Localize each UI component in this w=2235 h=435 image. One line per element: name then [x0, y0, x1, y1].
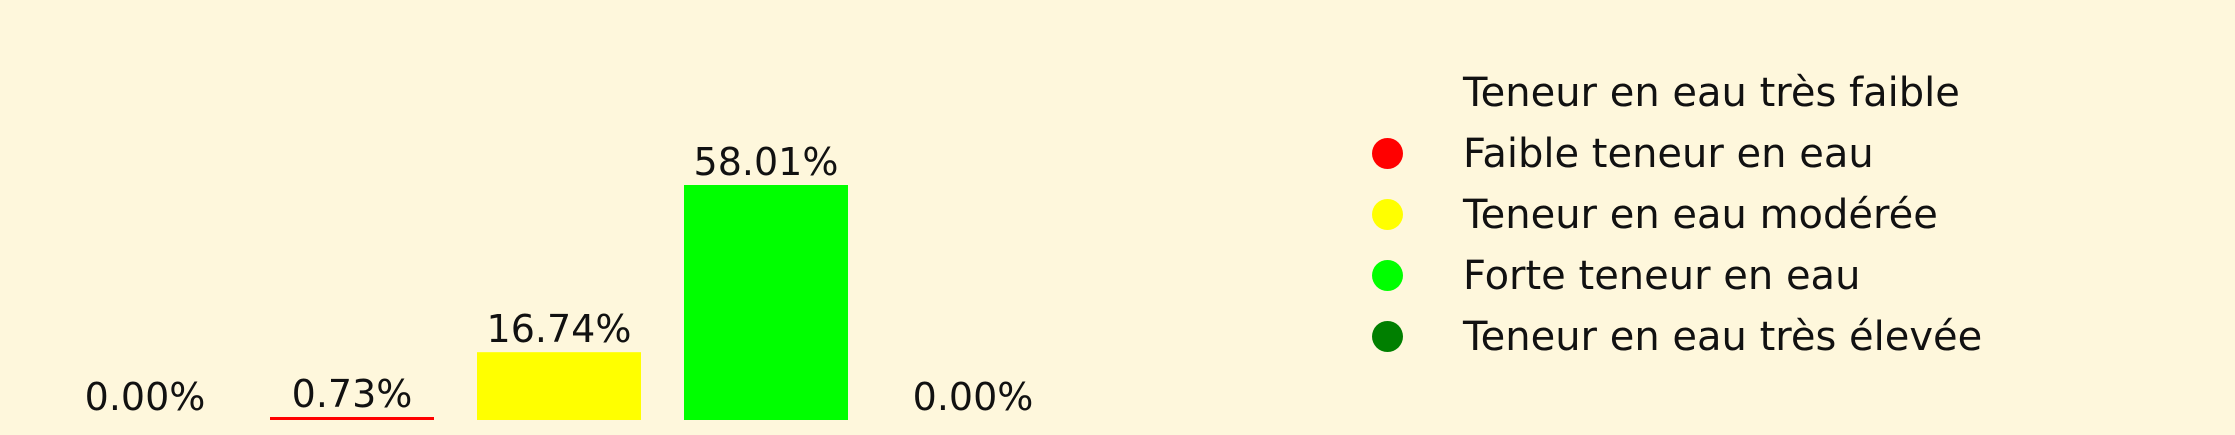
- bar-2: [477, 352, 641, 420]
- legend-item-moderate: [1360, 184, 1982, 245]
- legend-item-very-high: [1360, 306, 1982, 367]
- bar-value-label-2: 16.74%: [486, 307, 632, 352]
- legend-item-very-low: [1360, 62, 1982, 123]
- bar-3: [684, 185, 848, 420]
- legend-label: Teneur en eau très faible: [1463, 69, 1960, 116]
- bar-value-label-4: 0.00%: [912, 375, 1034, 419]
- legend-item-high: [1360, 245, 1982, 306]
- legend-item-low: [1360, 123, 1982, 184]
- legend-label: Teneur en eau très élevée: [1463, 313, 1983, 360]
- legend-swatch: [1372, 199, 1403, 230]
- legend-swatch: [1372, 77, 1403, 108]
- bar-value-label-1: 0.73%: [291, 372, 413, 416]
- legend-label: Forte teneur en eau: [1463, 252, 1861, 299]
- legend-swatch: [1372, 260, 1403, 291]
- bar-value-label-3: 58.01%: [693, 140, 839, 184]
- legend-swatch: [1372, 321, 1403, 352]
- bar-value-label-0: 0.00%: [84, 375, 206, 419]
- legend: [1360, 62, 1982, 367]
- legend-label: Faible teneur en eau: [1463, 130, 1874, 177]
- bar-1: [270, 417, 434, 420]
- legend-swatch: [1372, 138, 1403, 169]
- legend-label: Teneur en eau modérée: [1463, 191, 1938, 238]
